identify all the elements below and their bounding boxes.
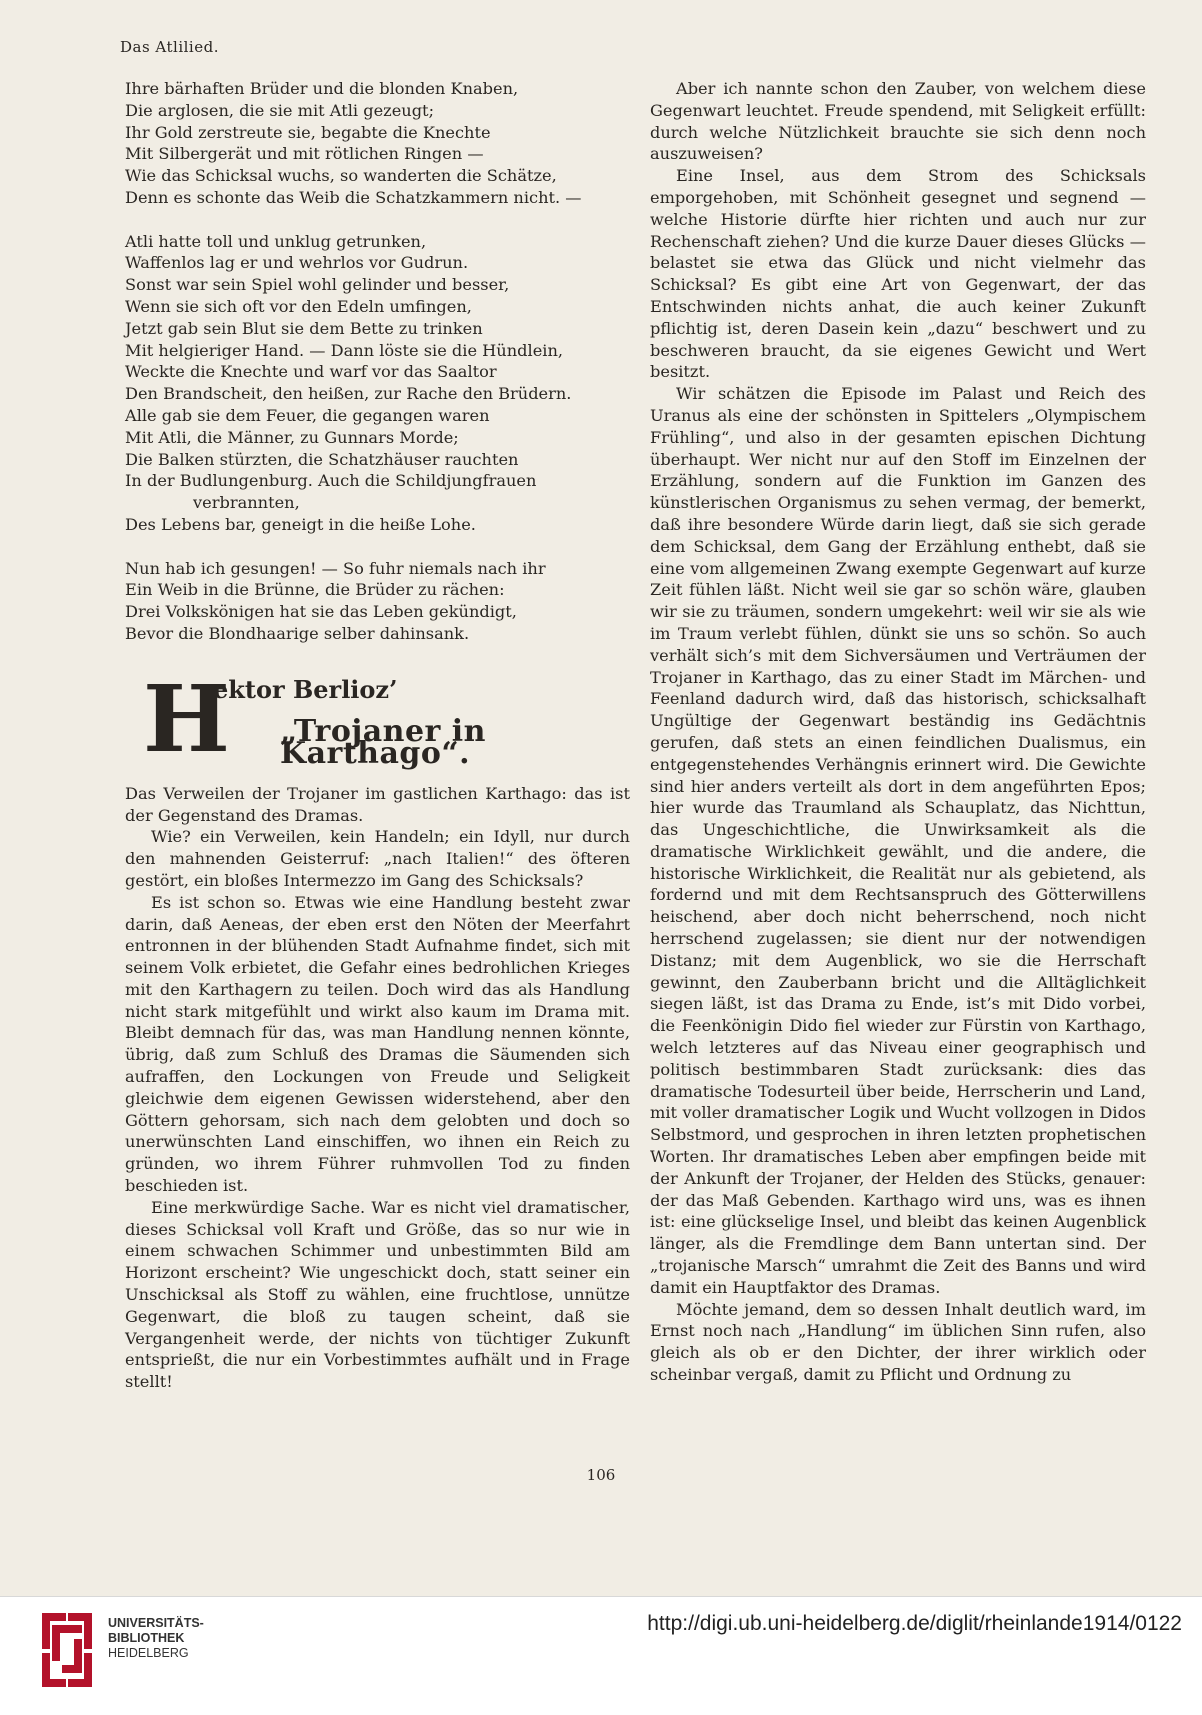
poem-verse <box>125 78 630 645</box>
verse-line: Mit helgieriger Hand. — Dann löste sie die Hündlein, <box>125 340 564 360</box>
title-line-1: ektor Berlioz’ <box>213 674 398 704</box>
library-line-1: UNIVERSITÄTS- <box>108 1616 204 1630</box>
verse-stanza <box>125 231 630 536</box>
body-paragraph: Wie? ein Verweilen, kein Handeln; ein Idyll, nur durch den mahnenden Geisterruf: „nach Italien!“ des öfteren gestört, ein bloßes Intermezzo im Gang des Schicksals? <box>125 827 630 890</box>
body-paragraph: Wir schätzen die Episode im Palast und Reich des Uranus als eine der schönsten in Spittelers „Olympischem Frühling“, und also in der gesamten epischen Dichtung überhaupt. Wer nicht nur auf den Stoff im Einzelnen der Erzählung, sondern auf die Funktion im Ganzen des künstlerischen Organismus zu sehen vermag, der bemerkt, daß ihre besondere Würde darin liegt, daß sie sich gerade dem Schicksal, dem Gang der Erzählung enthebt, daß sie eine vom allgemeinen Zwang exempte Gegenwart auf kurze Zeit fühlen läßt. Nicht weil sie gar so schön wäre, glauben wir sie zu träumen, sondern umgekehrt: weil wir sie als wie im Traum verlebt fühlen, dünkt sie uns so schön. So auch verhält sich’s mit dem Sichversäumen und Verträumen der Trojaner in Karthago, das zu einer Stadt im Märchen- und Feenland dadurch wird, daß das historisch, schicksalhaft Ungültige der Gegenwart beständig ins Gedächtnis gerufen, daß stets an einen feindlichen Dualismus, ein entgegenstehendes Verhängnis erinnert wird. Die Gewichte sind hier anders verteilt als dort in dem angeführten Epos; hier wurde das Traumland als Schauplatz, das Nichttun, das Ungeschichtliche, die Unwirksamkeit als die dramatische Wirklichkeit gewählt, und die andere, die historische Wirklichkeit, die Realität nur als gebietend, als fordernd und mit dem Rechtsanspruch des Götterwillens heischend, aber doch nicht beherrschend, noch nicht herrschend zugelassen; sie dient nur der notwendigen Distanz; mit dem Augenblick, wo sie die Herrschaft gewinnt, den Zauberbann bricht und die Alltäglichkeit siegen läßt, ist das Drama zu Ende, ist’s mit Dido vorbei, die Feenkönigin Dido fiel wieder zur Fürstin von Karthago, welch letzteres auf das Niveau einer geographisch und politisch bestimmbaren Stadt zurücksank: dies das dramatische Todesurteil über beide, Herrscherin und Land, mit voller dramatischer Logik und Wucht vollzogen in Didos Selbstmord, und gesprochen in ihren letzten prophetischen Worten. Ihr dramatisches Leben aber empfingen beide mit der Ankunft der Trojaner, der Helden des Stücks, genauer: der das Maß Gebenden. Karthago wird uns, was es ihnen ist: eine glückselige Insel, und bleibt das keinen Augenblick länger, als die Fremdlinge dem Bann untertan sind. Der „trojanische Marsch“ umrahmt die Zeit des Banns und wird damit ein Hauptfaktor des Dramas. <box>650 384 1146 1297</box>
verse-line: Atli hatte toll und unklug getrunken, <box>125 231 427 251</box>
permalink-url[interactable]: http://digi.ub.uni-heidelberg.de/diglit/rheinlande1914/0122 <box>647 1612 1182 1635</box>
right-column <box>650 78 1146 1386</box>
running-head: Das Atlilied. <box>120 38 219 56</box>
verse-line: Jetzt gab sein Blut sie dem Bette zu trinken <box>125 318 483 338</box>
article-title <box>125 664 630 779</box>
title-line-2: „Trojaner in Karthago“. <box>280 713 486 771</box>
verse-stanza <box>125 558 630 645</box>
verse-line: Weckte die Knechte und warf vor das Saaltor <box>125 362 497 382</box>
verse-line: Ein Weib in die Brünne, die Brüder zu rächen: <box>125 580 505 600</box>
title-dropcap: H <box>143 664 230 773</box>
library-line-2: BIBLIOTHEK <box>108 1631 185 1645</box>
verse-line: Drei Volkskönigen hat sie das Leben gekündigt, <box>125 602 517 622</box>
digitization-footer <box>0 1596 1202 1715</box>
left-body-text <box>125 783 630 1393</box>
verse-line: verbrannten, <box>193 493 300 513</box>
verse-line: In der Budlungenburg. Auch die Schildjungfrauen <box>125 471 537 491</box>
right-body-text <box>650 78 1146 1386</box>
verse-line: Mit Silbergerät und mit rötlichen Ringen — <box>125 144 484 164</box>
left-column <box>125 78 630 1393</box>
body-paragraph: Es ist schon so. Etwas wie eine Handlung besteht zwar darin, daß Aeneas, der eben erst den Nöten der Meerfahrt entronnen in der blühenden Stadt Aufnahme findet, sich mit seinem Volk erbietet, die Gefahr eines bedrohlichen Krieges mit den Karthagern zu teilen. Doch wird das als Handlung nicht stark mitgefühlt und wirkt also kaum im Drama mit. Bleibt demnach für das, was man Handlung nennen könnte, übrig, daß zum Schluß des Dramas die Säumenden sich aufraffen, den Lockungen von Freude und Seligkeit gleichwie dem eigenen Gewissen widerstehend, aber den Göttern gehorsam, sich nach dem gelobten und doch so unerwünschten Land einschiffen, wo ihnen ein Reich zu gründen, wo ihrem Führer ruhmvollen Tod zu finden beschieden ist. <box>125 892 630 1196</box>
body-paragraph: Eine Insel, aus dem Strom des Schicksals emporgehoben, mit Schönheit gesegnet und segnend — welche Historie dürfte hier richten und auch nur zur Rechenschaft ziehen? Und die kurze Dauer dieses Glücks — belastet sie etwa das Glück und nicht vielmehr das Schicksal? Es gibt eine Art von Gegenwart, der das Entschwinden nichts anhat, die auch keiner Zukunft pflichtig ist, deren Dasein kein „dazu“ beschwert und zu beschweren braucht, da sie eigenes Gewicht und Wert besitzt. <box>650 166 1146 382</box>
body-paragraph: Möchte jemand, dem so dessen Inhalt deutlich ward, im Ernst noch nach „Handlung“ im üblichen Sinn rufen, also gleich als ob er den Dichter, der ihrer wirklich oder scheinbar vergaß, damit zu Pflicht und Ordnung zu <box>650 1299 1146 1385</box>
verse-line: Ihre bärhaften Brüder und die blonden Knaben, <box>125 79 519 98</box>
university-library-heidelberg-logo-icon[interactable] <box>38 1611 96 1689</box>
verse-line: Wie das Schicksal wuchs, so wanderten die Schätze, <box>125 166 557 186</box>
verse-line: Nun hab ich gesungen! — So fuhr niemals nach ihr <box>125 558 546 578</box>
body-paragraph: Aber ich nannte schon den Zauber, von welchem diese Gegenwart leuchtet. Freude spendend, mit Seligkeit erfüllt: durch welche Nützlichkeit brauchte sie sich denn noch auszuweisen? <box>650 79 1146 164</box>
verse-line: Alle gab sie dem Feuer, die gegangen waren <box>125 405 490 425</box>
library-line-3: HEIDELBERG <box>108 1646 189 1660</box>
body-paragraph: Eine merkwürdige Sache. War es nicht viel dramatischer, dieses Schicksal voll Kraft und Größe, das so nur wie in einem schwachen Schimmer und unbestimmten Bild am Horizont erscheint? Wie ungeschickt doch, statt seiner ein Unschicksal als Stoff zu wählen, eine fruchtlose, unnütze Gegenwart, die bloß zu taugen scheint, daß sie Vergangenheit werde, der nichts von tüchtiger Zukunft entsprießt, die nur ein Vorbestimmtes aufhält und in Frage stellt! <box>125 1197 630 1392</box>
verse-line: Bevor die Blondhaarige selber dahinsank. <box>125 623 470 643</box>
verse-line: Den Brandscheit, den heißen, zur Rache den Brüdern. <box>125 384 572 404</box>
verse-line: Des Lebens bar, geneigt in die heiße Lohe. <box>125 514 476 534</box>
verse-line: Mit Atli, die Männer, zu Gunnars Morde; <box>125 427 459 447</box>
verse-line: Sonst war sein Spiel wohl gelinder und besser, <box>125 275 510 295</box>
verse-line: Die arglosen, die sie mit Atli gezeugt; <box>125 100 435 120</box>
library-name <box>108 1616 204 1661</box>
verse-line: Waffenlos lag er und wehrlos vor Gudrun. <box>125 253 469 273</box>
body-paragraph: Das Verweilen der Trojaner im gastlichen Karthago: das ist der Gegenstand des Dramas. <box>125 783 630 825</box>
verse-line: Die Balken stürzten, die Schatzhäuser rauchten <box>125 449 519 469</box>
verse-line: Wenn sie sich oft vor den Edeln umfingen, <box>125 296 472 316</box>
verse-line: Ihr Gold zerstreute sie, begabte die Knechte <box>125 122 491 142</box>
verse-line: Denn es schonte das Weib die Schatzkammern nicht. — <box>125 187 582 207</box>
page-number: 106 <box>586 1466 616 1484</box>
verse-stanza <box>125 78 630 209</box>
